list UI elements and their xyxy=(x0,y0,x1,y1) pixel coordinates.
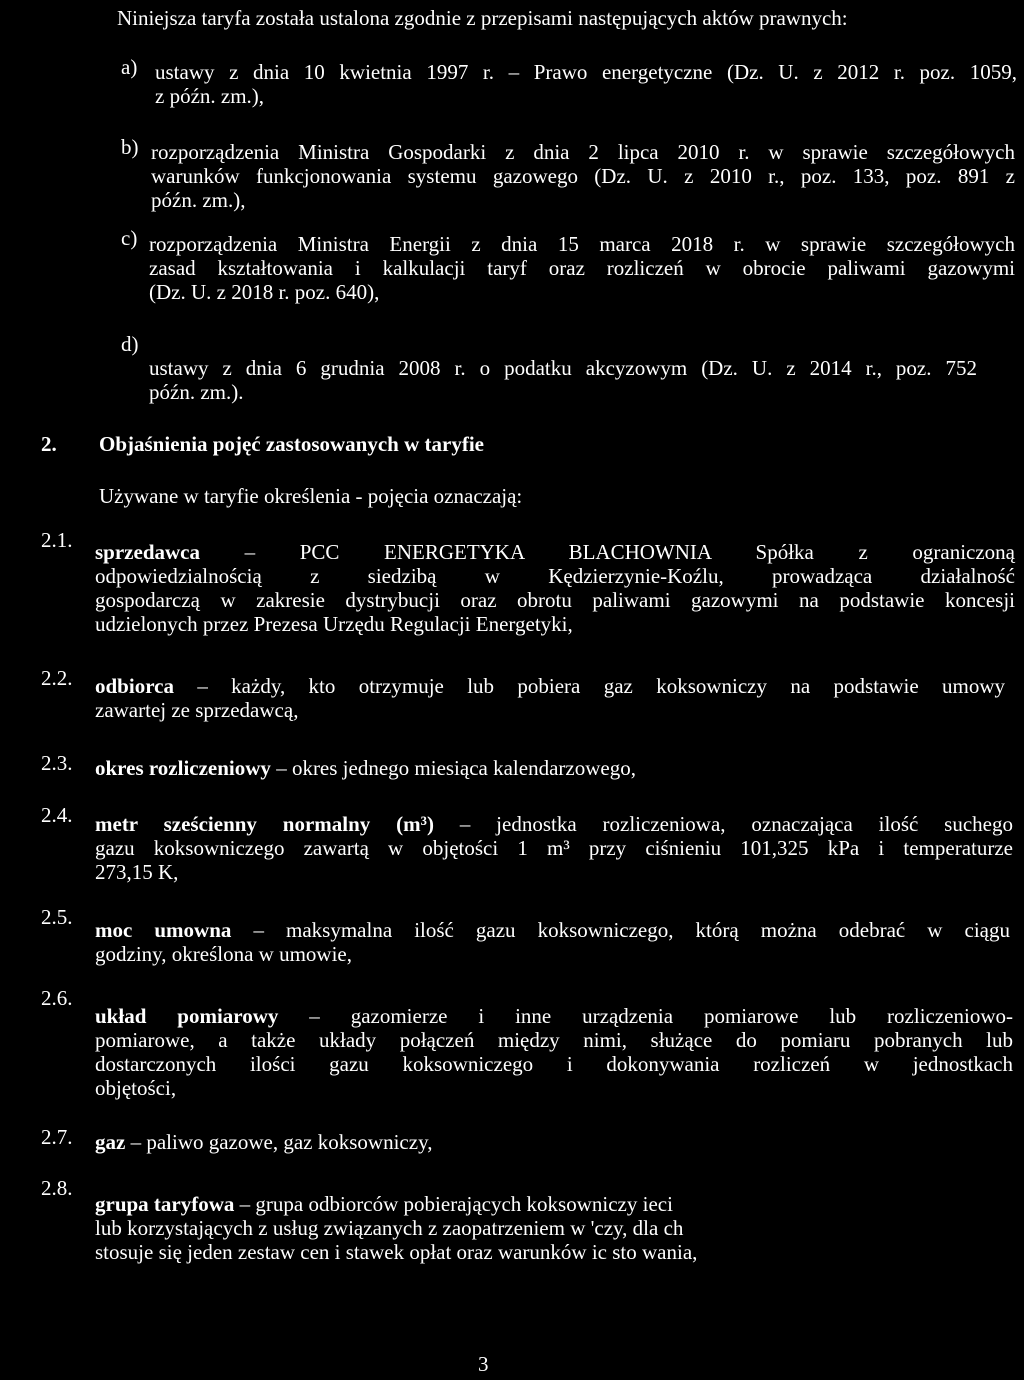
act-line: z późn. zm.), xyxy=(155,84,265,108)
definition-line: udzielonych przez Prezesa Urzędu Regulacji Energetyki, xyxy=(95,612,573,636)
definition-term: moc umowna xyxy=(95,918,232,942)
definition-term: odbiorca xyxy=(95,674,174,698)
definition-term: okres rozliczeniowy xyxy=(95,756,271,780)
act-line: (Dz. U. z 2018 r. poz. 640), xyxy=(149,280,380,304)
definition-number: 2.3. xyxy=(41,751,73,775)
definition-term: układ pomiarowy xyxy=(95,1004,279,1028)
definition-term: sprzedawca xyxy=(95,540,200,564)
definition-line: okres rozliczeniowy – okres jednego miesiąca kalendarzowego, xyxy=(95,756,636,780)
definition-number: 2.8. xyxy=(41,1176,73,1200)
definition-line: stosuje się jeden zestaw cen i stawek opłat oraz warunków ic sto wania, xyxy=(95,1240,698,1264)
definition-number: 2.1. xyxy=(41,528,73,552)
act-line: późn. zm.), xyxy=(151,188,246,212)
intro-text: Niniejsza taryfa została ustalona zgodnie z przepisami następujących aktów prawnych: xyxy=(117,6,848,30)
definition-line: 273,15 K, xyxy=(95,860,179,884)
section-number: 2. xyxy=(41,432,57,456)
definition-line: układ pomiarowy – gazomierze i inne urządzenia pomiarowe lub rozliczeniowo- xyxy=(95,1004,1013,1028)
act-line: warunków funkcjonowania systemu gazowego (Dz. U. z 2010 r., poz. 133, poz. 891 z xyxy=(151,164,1015,188)
definition-line: moc umowna – maksymalna ilość gazu koksowniczego, którą można odebrać w ciągu xyxy=(95,918,1010,942)
act-label: a) xyxy=(121,55,138,79)
act-line: ustawy z dnia 10 kwietnia 1997 r. – Prawo energetyczne (Dz. U. z 2012 r. poz. 1059, xyxy=(155,60,1017,84)
definition-line: lub korzystających z usług związanych z zaopatrzeniem w 'czy, dla ch xyxy=(95,1216,684,1240)
definition-line: odbiorca – każdy, kto otrzymuje lub pobiera gaz koksowniczy na podstawie umowy xyxy=(95,674,1006,698)
definition-number: 2.2. xyxy=(41,666,73,690)
definition-line: metr sześcienny normalny (m³) – jednostka rozliczeniowa, oznaczająca ilość suchego xyxy=(95,812,1013,836)
definition-number: 2.6. xyxy=(41,986,73,1010)
act-line: ustawy z dnia 6 grudnia 2008 r. o podatku akcyzowym (Dz. U. z 2014 r., poz. 752 xyxy=(149,356,977,380)
act-line: rozporządzenia Ministra Energii z dnia 15 marca 2018 r. w sprawie szczegółowych xyxy=(149,232,1015,256)
definition-term: metr sześcienny normalny (m³) xyxy=(95,812,434,836)
definition-term: gaz xyxy=(95,1130,126,1154)
definition-line: dostarczonych ilości gazu koksowniczego i dokonywania rozliczeń w jednostkach xyxy=(95,1052,1013,1076)
definition-number: 2.5. xyxy=(41,905,73,929)
definition-line: grupa taryfowa – grupa odbiorców pobierających koksowniczy ieci xyxy=(95,1192,673,1216)
definition-line: zawartej ze sprzedawcą, xyxy=(95,698,299,722)
act-line: późn. zm.). xyxy=(149,380,244,404)
act-line: rozporządzenia Ministra Gospodarki z dnia 2 lipca 2010 r. w sprawie szczegółowych xyxy=(151,140,1015,164)
section-lead: Używane w taryfie określenia - pojęcia oznaczają: xyxy=(99,484,523,508)
act-label: b) xyxy=(121,135,139,159)
definition-line: gospodarczą w zakresie dystrybucji oraz obrotu paliwami gazowymi na podstawie koncesji xyxy=(95,588,1015,612)
definition-number: 2.4. xyxy=(41,803,73,827)
act-label: d) xyxy=(121,332,139,356)
definition-term: grupa taryfowa xyxy=(95,1192,235,1216)
definition-line: pomiarowe, a także układy połączeń między nimi, służące do pomiaru pobranych lub xyxy=(95,1028,1013,1052)
definition-number: 2.7. xyxy=(41,1125,73,1149)
act-label: c) xyxy=(121,226,138,250)
definition-line: odpowiedzialnością z siedzibą w Kędzierzynie-Koźlu, prowadząca działalność xyxy=(95,564,1015,588)
definition-line: objętości, xyxy=(95,1076,177,1100)
definition-line: gaz – paliwo gazowe, gaz koksowniczy, xyxy=(95,1130,433,1154)
definition-line: gazu koksowniczego zawartą w objętości 1 m³ przy ciśnieniu 101,325 kPa i temperaturze xyxy=(95,836,1013,860)
page-number: 3 xyxy=(478,1352,489,1376)
act-line: zasad kształtowania i kalkulacji taryf oraz rozliczeń w obrocie paliwami gazowymi xyxy=(149,256,1015,280)
definition-line: godziny, określona w umowie, xyxy=(95,942,353,966)
definition-line: sprzedawca – PCC ENERGETYKA BLACHOWNIA Spółka z ograniczoną xyxy=(95,540,1015,564)
section-title: Objaśnienia pojęć zastosowanych w taryfie xyxy=(99,432,484,456)
